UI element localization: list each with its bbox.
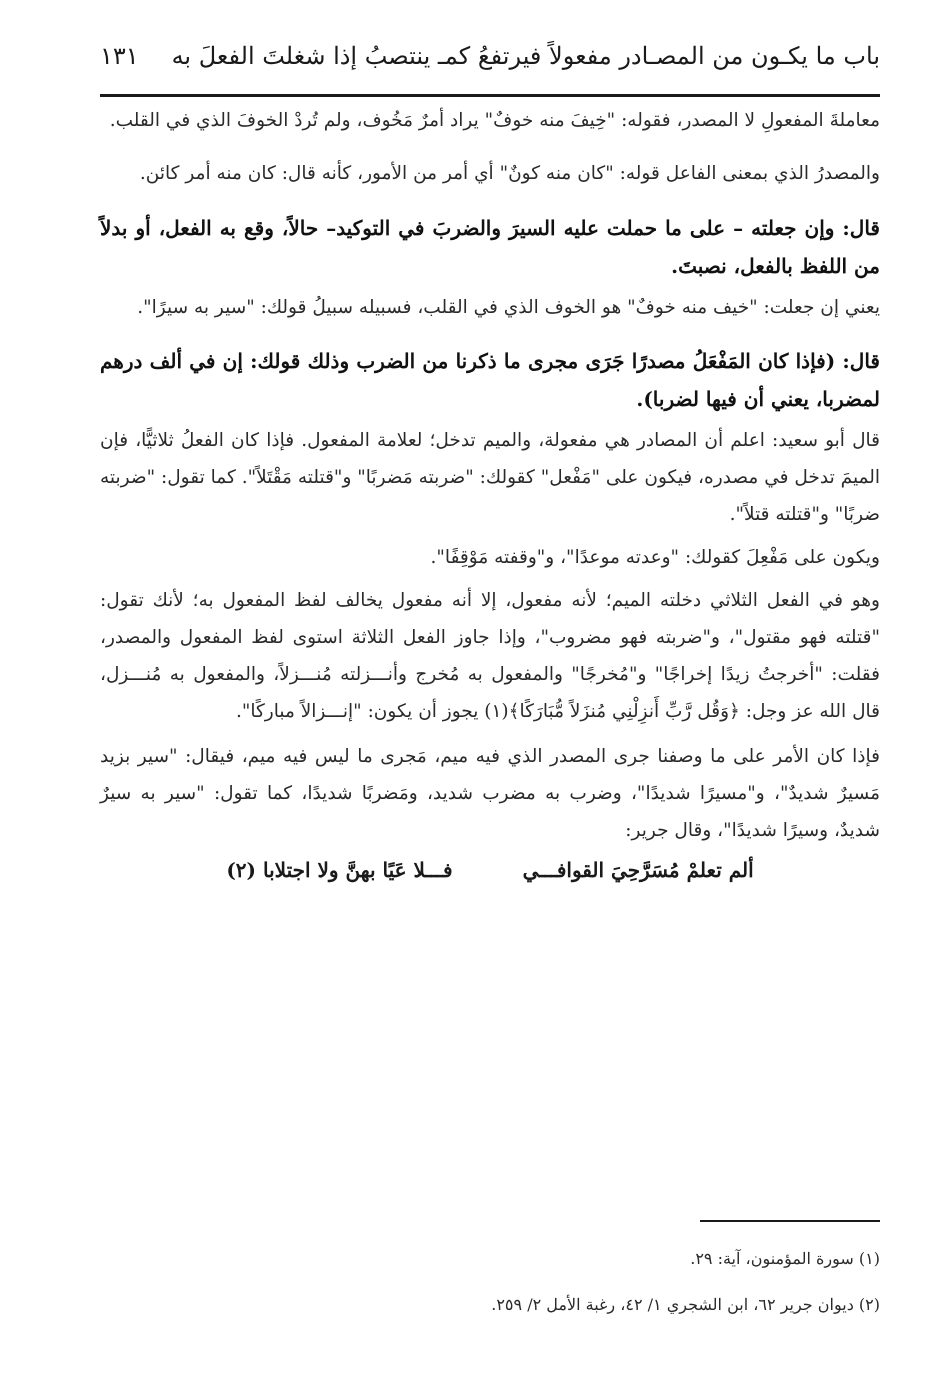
paragraph: والمصدرُ الذي بمعنى الفاعل قوله: "كان منه كونٌ" أي أمر من الأمور، كأنه قال: كان منه أمر كائن. bbox=[139, 163, 880, 184]
footnote: (١) سورة المؤمنون، آية: ٢٩. bbox=[690, 1249, 880, 1268]
poetry-verse bbox=[100, 851, 880, 889]
footnote-rule bbox=[700, 1220, 880, 1222]
paragraph: قال أبو سعيد: اعلم أن المصادر هي مفعولة، والميم تدخل؛ لعلامة المفعول. فإذا كان الفعلُ ثلاثيًّا، فإن الميمَ تدخل في مصدره، فيكون على "مَفْعل" كقولك: "ضربته مَضربًا" و"قتلته مَقْتَلاً". كما تقول: "ضربته ضربًا" و"قتلته قتلاً". bbox=[100, 430, 880, 525]
chapter-title: باب ما يكـون من المصـادر مفعولاً فيرتفعُ كمـ ينتصبُ إذا شغلتَ الفعلَ به bbox=[171, 42, 880, 70]
quoted-paragraph: قال: وإن جعلته – على ما حملت عليه السيرَ والضربَ في التوكيد– حالاً، وقع به الفعل، أو بدلاً من اللفظ بالفعل، نصبتَ. bbox=[100, 216, 880, 278]
page-header bbox=[100, 28, 880, 84]
header-rule bbox=[100, 94, 880, 97]
verse-first-hemistich: ألم تعلمْ مُسَرَّحِيَ القوافـــي bbox=[522, 858, 754, 882]
footnote: (٢) ديوان جرير ٦٢، ابن الشجري ١/ ٤٢، رغبة الأمل ٢/ ٢٥٩. bbox=[491, 1295, 880, 1314]
main-text bbox=[100, 98, 880, 889]
paragraph: معاملةَ المفعولِ لا المصدر، فقوله: "خِيفَ منه خوفٌ" يراد أمرٌ مَخُوف، ولم تُردْ الخوفَ الذي في القلب. bbox=[109, 110, 880, 131]
paragraph: ويكون على مَفْعِلَ كقولك: "وعدته موعدًا"، و"وقفته مَوْقِفًا". bbox=[430, 547, 880, 568]
footnotes bbox=[100, 1236, 880, 1328]
paragraph: وهو في الفعل الثلاثي دخلته الميم؛ لأنه مفعول، إلا أنه مفعول يخالف لفظ المفعول به؛ لأنك تقول: "قتلته فهو مقتول"، و"ضربته فهو مضروب"، وإذا جاوز الفعل الثلاثة استوى لفظ المفعول والمصدر، فقلت: "أخرجتُ زيدًا إخراجًا" و"مُخرجًا" والمفعول به مُخرج وأنـــزلته مُنـــزلاً، والمفعول به مُنـــزل، قال الله عز وجل: ﴿وَقُل رَّبِّ أَنزِلْنِي مُنزَلاً مُّبَارَكًا﴾(١) يجوز أن يكون: "إنـــزالاً مباركًا". bbox=[100, 590, 880, 722]
paragraph: يعني إن جعلت: "خيف منه خوفٌ" هو الخوف الذي في القلب، فسبيله سبيلُ قولك: "سير به سيرًا". bbox=[137, 297, 880, 318]
page-number: ١٣١ bbox=[100, 42, 139, 70]
paragraph: فإذا كان الأمر على ما وصفنا جرى المصدر الذي فيه ميم، مَجرى ما ليس فيه ميم، فيقال: "سير بزيد مَسيرٌ شديدٌ"، و"مسيرًا شديدًا"، وضرب به مضرب شديد، ومَضربًا شديدًا، كما تقول: "سير به سيرٌ شديدٌ، وسيرًا شديدًا"، وقال جرير: bbox=[100, 746, 880, 841]
verse-second-hemistich: فـــلا عَيًا بهنَّ ولا اجتلابا (٢) bbox=[226, 858, 453, 882]
quoted-paragraph: قال: (فإذا كان المَفْعَلُ مصدرًا جَرَى مجرى ما ذكرنا من الضرب وذلك قولك: إن في ألف درهم لمضربا، يعني أن فيها لضربا). bbox=[100, 349, 880, 411]
